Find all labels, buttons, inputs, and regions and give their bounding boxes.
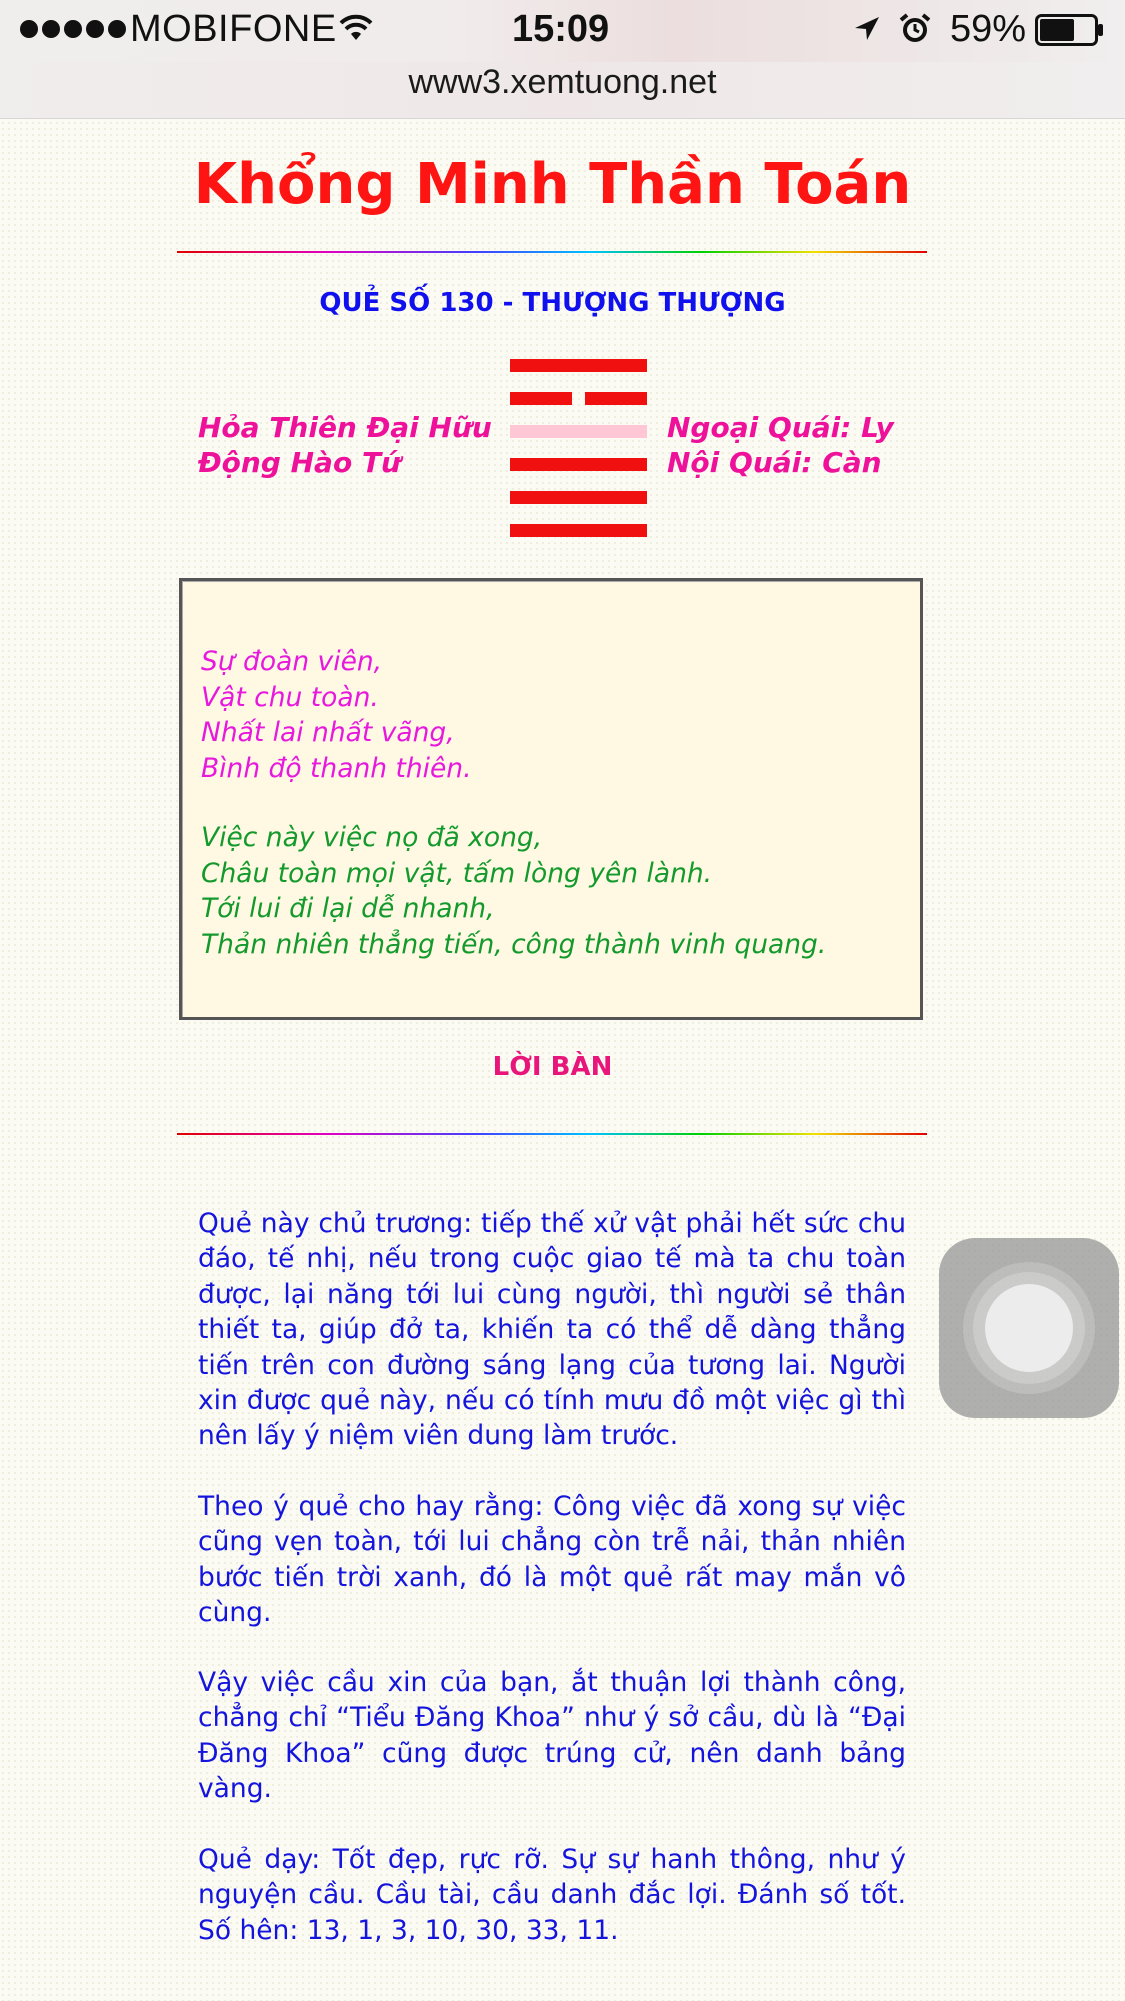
hexagram-line-1 [510, 524, 647, 537]
address-bar[interactable] [0, 62, 1125, 119]
outer-trigram-label: Ngoại Quái: Ly [667, 411, 894, 444]
hexagram-line-2 [510, 491, 647, 504]
rainbow-divider [177, 1133, 927, 1135]
hexagram-line-4 [510, 425, 647, 438]
assistive-touch-icon[interactable] [939, 1238, 1119, 1418]
commentary-paragraph: Quẻ này chủ trương: tiếp thế xử vật phải hết sức chu đáo, tế nhị, nếu trong cuộc giao tế mà ta chu toàn được, lại năng tới lui cùng người, thì người sẻ thân thiết ta, giúp đở ta, khiến ta có thể dễ dàng thẳng tiến trên con đường sáng lạng của tương lai. Người xin được quẻ này, nếu có tính mưu đồ một việc gì thì nên lấy ý niệm viên dung làm trước. [198, 1208, 906, 1452]
hexagram-line-5 [510, 392, 647, 405]
url-text[interactable]: www3.xemtuong.net [408, 63, 717, 101]
hexagram-name: Hỏa Thiên Đại Hữu [198, 411, 492, 444]
location-arrow-icon [852, 14, 882, 44]
status-time: 15:09 [512, 8, 610, 50]
signal-dots-icon [20, 20, 126, 38]
inner-trigram-label: Nội Quái: Càn [667, 446, 882, 479]
poem-verse-2 [201, 820, 826, 962]
wifi-icon [338, 14, 374, 42]
commentary-paragraph: Quẻ dạy: Tốt đẹp, rực rỡ. Sự sự hanh thông, như ý nguyện cầu. Cầu tài, cầu danh đắc lợi. Đánh số tốt. Số hên: 13, 1, 3, 10, 30, 33, 11. [198, 1844, 906, 1946]
status-bar [0, 0, 1125, 62]
alarm-clock-icon [898, 12, 932, 46]
poem-line: Tới lui đi lại dễ nhanh, [201, 893, 495, 924]
rainbow-divider [177, 251, 927, 253]
hexagram-line-6 [510, 359, 647, 372]
commentary-paragraph: Vậy việc cầu xin của bạn, ắt thuận lợi thành công, chẳng chỉ “Tiểu Đăng Khoa” như ý sở cầu, dù là “Đại Đăng Khoa” cũng được trúng cử, nên danh bảng vàng. [198, 1667, 906, 1805]
hexagram-line-3 [510, 458, 647, 471]
poem-line: Thản nhiên thẳng tiến, công thành vinh quang. [201, 928, 827, 960]
poem-line: Bình độ thanh thiên. [201, 752, 472, 784]
poem-line: Châu toàn mọi vật, tấm lòng yên lành. [201, 857, 713, 889]
battery-percentage: 59% [950, 8, 1027, 50]
que-heading: QUẺ SỐ 130 - THƯỢNG THƯỢNG [319, 288, 786, 318]
section-heading: LỜI BÀN [492, 1052, 613, 1082]
hexagram-left-labels [198, 410, 492, 480]
poem-line: Việc này việc nọ đã xong, [201, 822, 543, 853]
carrier-name: MOBIFONE [130, 8, 337, 50]
poem-line: Sự đoàn viên, [201, 646, 383, 677]
poem-verse-1 [201, 644, 472, 786]
moving-line-label: Động Hào Tứ [198, 446, 401, 479]
page-title: Khổng Minh Thần Toán [193, 152, 912, 217]
hexagram-right-labels [667, 410, 894, 480]
poem-line: Vật chu toàn. [201, 681, 379, 713]
poem-line: Nhất lai nhất vãng, [201, 717, 455, 748]
battery-icon [1035, 14, 1105, 46]
commentary-paragraph: Theo ý quẻ cho hay rằng: Công việc đã xong sự việc cũng vẹn toàn, tới lui chẳng còn trễ nải, thản nhiên bước tiến trời xanh, đó là một quẻ rất may mắn vô cùng. [198, 1491, 906, 1629]
